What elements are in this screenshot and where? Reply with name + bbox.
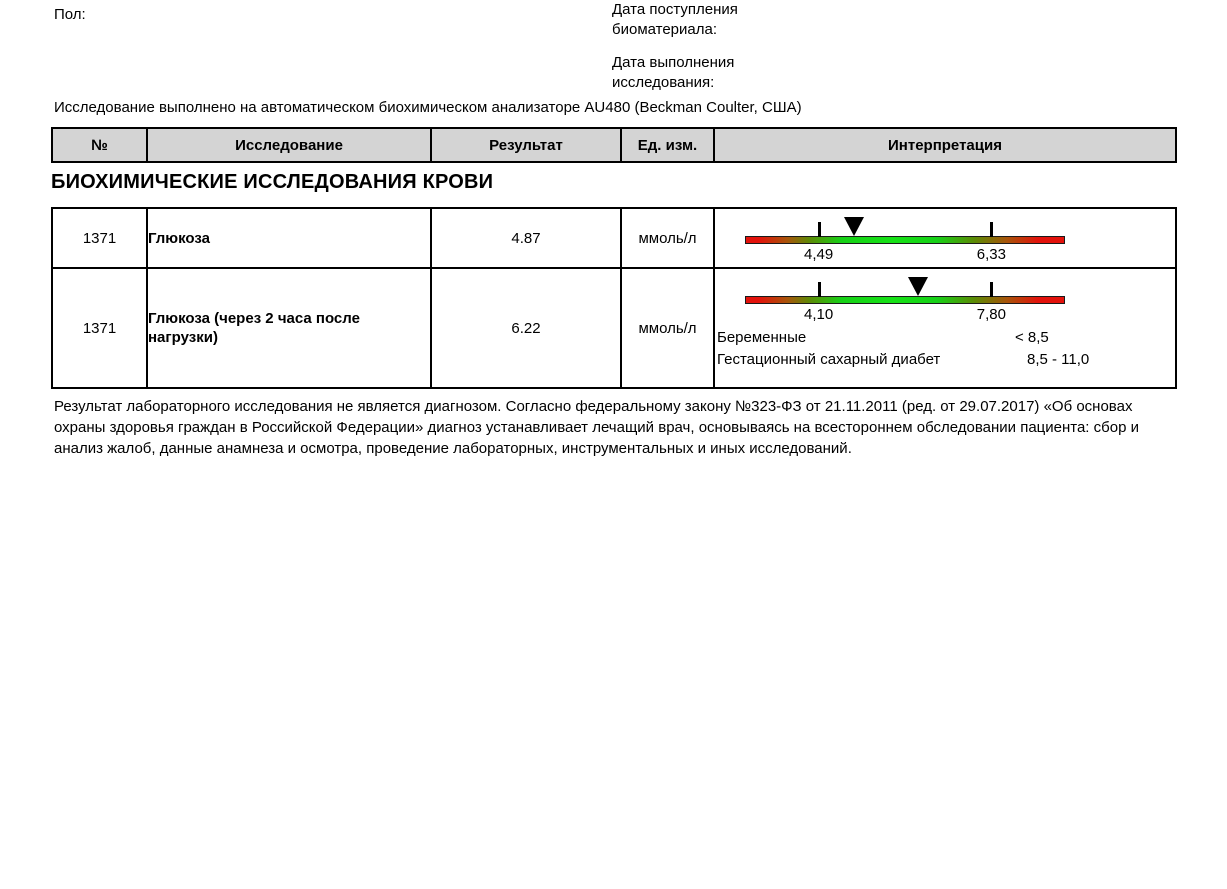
table-row <box>52 208 1176 268</box>
completion-date-label-line2: исследования: <box>612 74 715 91</box>
reference-range-widget <box>715 269 1177 387</box>
range-gradient-bar <box>745 296 1065 304</box>
row-result-value: 4.87 <box>431 208 621 268</box>
completion-date-label-line1: Дата выполнения <box>612 54 735 71</box>
patient-sex-label: Пол: <box>54 6 86 23</box>
row-number: 1371 <box>52 208 147 268</box>
note-value: 8,5 - 11,0 <box>1027 351 1090 368</box>
analyzer-note: Исследование выполнено на автоматическом биохимическом анализаторе AU480 (Beckman Coulter, США) <box>54 99 802 116</box>
table-row <box>52 268 1176 388</box>
range-label-low: 4,10 <box>803 306 834 323</box>
note-label: Гестационный сахарный диабет <box>717 351 941 368</box>
note-label: Беременные <box>717 329 807 346</box>
measured-value-marker-icon <box>844 217 864 236</box>
row-unit: ммоль/л <box>621 268 714 388</box>
range-tick-high <box>990 222 993 237</box>
row-result-value: 6.22 <box>431 268 621 388</box>
column-header-number: № <box>52 128 147 162</box>
column-header-interpretation: Интерпретация <box>714 128 1176 162</box>
row-interpretation <box>714 208 1176 268</box>
column-header-study: Исследование <box>147 128 431 162</box>
section-title-blood-biochemistry: БИОХИМИЧЕСКИЕ ИССЛЕДОВАНИЯ КРОВИ <box>51 171 494 193</box>
range-tick-low <box>818 282 821 297</box>
note-row-gestational-diabetes <box>717 349 1175 371</box>
column-header-unit: Ед. изм. <box>621 128 714 162</box>
range-bar-area <box>715 269 1177 325</box>
row-interpretation <box>714 268 1176 388</box>
results-table-header <box>51 127 1177 163</box>
measured-value-marker-icon <box>908 277 928 296</box>
column-header-result: Результат <box>431 128 621 162</box>
receipt-date-label-line1: Дата поступления <box>612 1 738 18</box>
range-tick-low <box>818 222 821 237</box>
receipt-date-group <box>612 0 738 40</box>
row-number: 1371 <box>52 268 147 388</box>
note-value: < 8,5 <box>1015 329 1049 346</box>
reference-range-widget <box>715 209 1177 267</box>
row-study-name: Глюкоза (через 2 часа после нагрузки) <box>147 268 431 388</box>
row-study-name: Глюкоза <box>147 208 431 268</box>
interpretation-notes <box>717 327 1175 371</box>
legal-disclaimer: Результат лабораторного исследования не является диагнозом. Согласно федеральному закону №323-ФЗ от 21.11.2011 (ред. от 29.07.2017) «Об основах охраны здоровья граждан в Российской Федерации» диагноз устанавливает лечащий врач, основываясь на всестороннем обследовании пациента: сбор и анализ жалоб, данные анамнеза и осмотра, проведение лабораторных, инструментальных и иных исследований. <box>54 398 1139 457</box>
range-bar-area <box>715 209 1177 265</box>
range-label-high: 6,33 <box>976 246 1006 263</box>
completion-date-group <box>612 53 738 93</box>
range-label-high: 7,80 <box>976 306 1006 323</box>
results-table-body <box>51 207 1177 389</box>
range-tick-high <box>990 282 993 297</box>
receipt-date-label-line2: биоматериала: <box>612 21 718 38</box>
row-unit: ммоль/л <box>621 208 714 268</box>
dates-block <box>612 0 738 106</box>
range-label-low: 4,49 <box>803 246 834 263</box>
note-row-pregnant <box>717 327 1175 349</box>
table-header-row <box>52 128 1176 162</box>
range-gradient-bar <box>745 236 1065 244</box>
